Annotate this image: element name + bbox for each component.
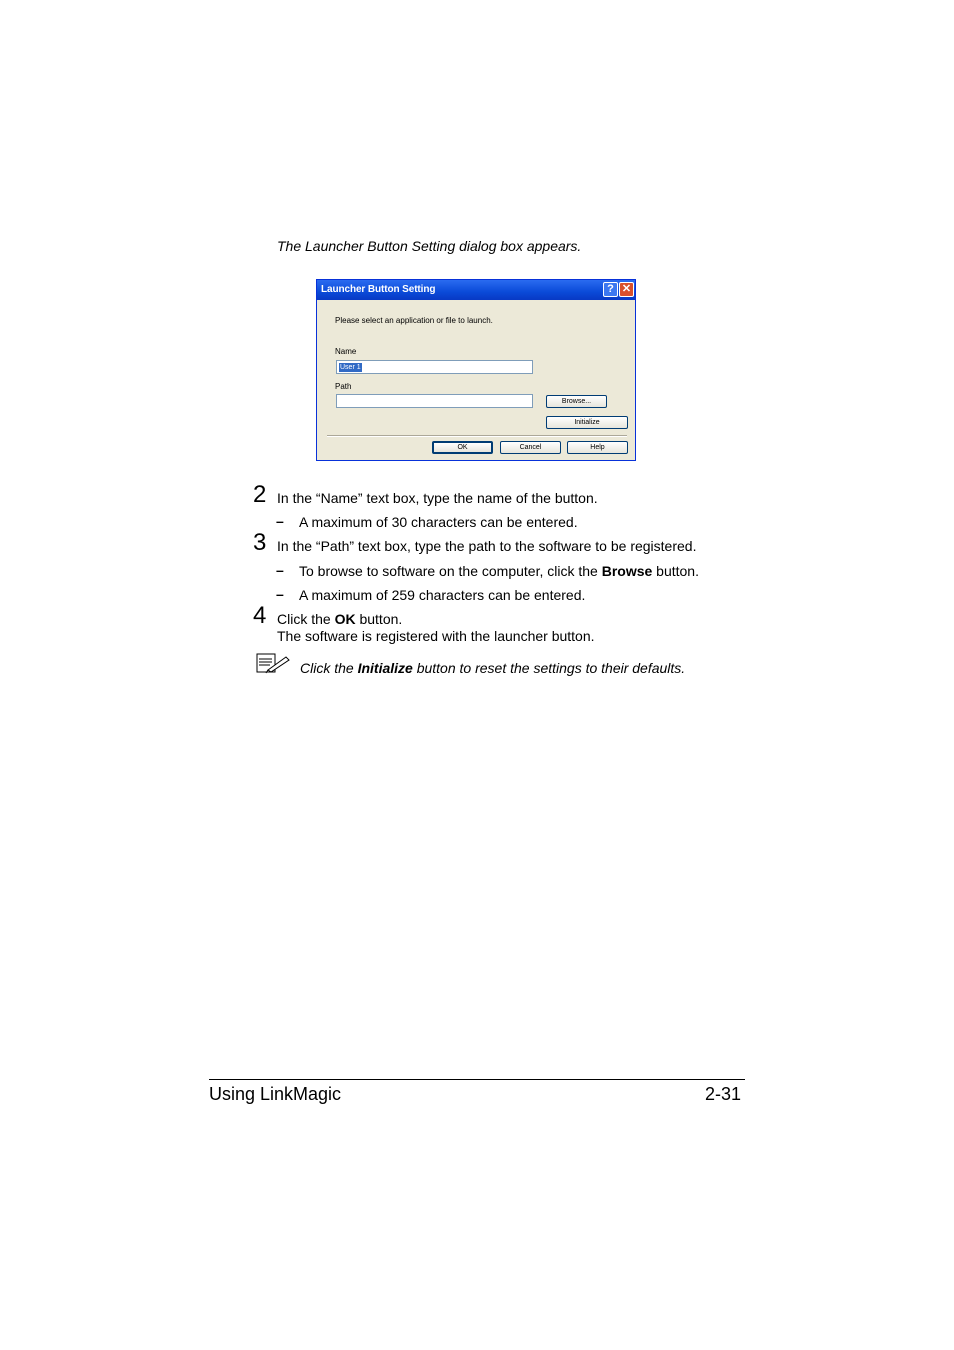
step-4-result: The software is registered with the launcher button. (277, 628, 595, 644)
footer-page-number: 2-31 (705, 1084, 742, 1104)
dialog-title: Launcher Button Setting (321, 284, 436, 295)
help-titlebar-button[interactable]: ? (603, 282, 618, 297)
path-input[interactable] (336, 394, 533, 408)
name-input-value: User 1 (340, 364, 361, 371)
path-label: Path (335, 382, 352, 391)
ok-button[interactable]: OK (432, 441, 493, 454)
help-button[interactable]: Help (567, 441, 628, 454)
bullet-dash: – (276, 562, 284, 578)
step-3-bullet-2: A maximum of 259 characters can be entered. (299, 587, 586, 603)
footer-rule (209, 1079, 745, 1080)
note-text: Click the Initialize button to reset the settings to their defaults. (300, 660, 686, 676)
footer-section-title: Using LinkMagic (209, 1084, 342, 1104)
bullet-dash: – (276, 586, 284, 602)
step-number-4: 4 (253, 602, 267, 629)
browse-button[interactable]: Browse... (546, 395, 607, 408)
cancel-button[interactable]: Cancel (500, 441, 561, 454)
step-2-bullet-1: A maximum of 30 characters can be entered. (299, 514, 578, 530)
step-3-text: In the “Path” text box, type the path to the software to be registered. (277, 538, 697, 554)
step-2-text: In the “Name” text box, type the name of the button. (277, 490, 598, 506)
name-label: Name (335, 347, 357, 356)
launcher-button-setting-dialog (316, 279, 636, 461)
dialog-titlebar (317, 280, 635, 300)
initialize-button[interactable]: Initialize (546, 416, 628, 429)
step-number-2: 2 (253, 481, 267, 508)
step-3-bullet-1: To browse to software on the computer, click the Browse button. (299, 563, 699, 579)
note-pencil-icon (256, 652, 290, 674)
bullet-dash: – (276, 513, 284, 529)
close-titlebar-button[interactable]: ✕ (619, 282, 634, 297)
dialog-prompt: Please select an application or file to launch. (335, 316, 493, 325)
dialog-caption: The Launcher Button Setting dialog box appears. (277, 238, 582, 254)
dialog-separator (327, 435, 627, 437)
step-4-text: Click the OK button. (277, 611, 403, 627)
name-input[interactable] (336, 360, 533, 374)
step-number-3: 3 (253, 529, 267, 556)
